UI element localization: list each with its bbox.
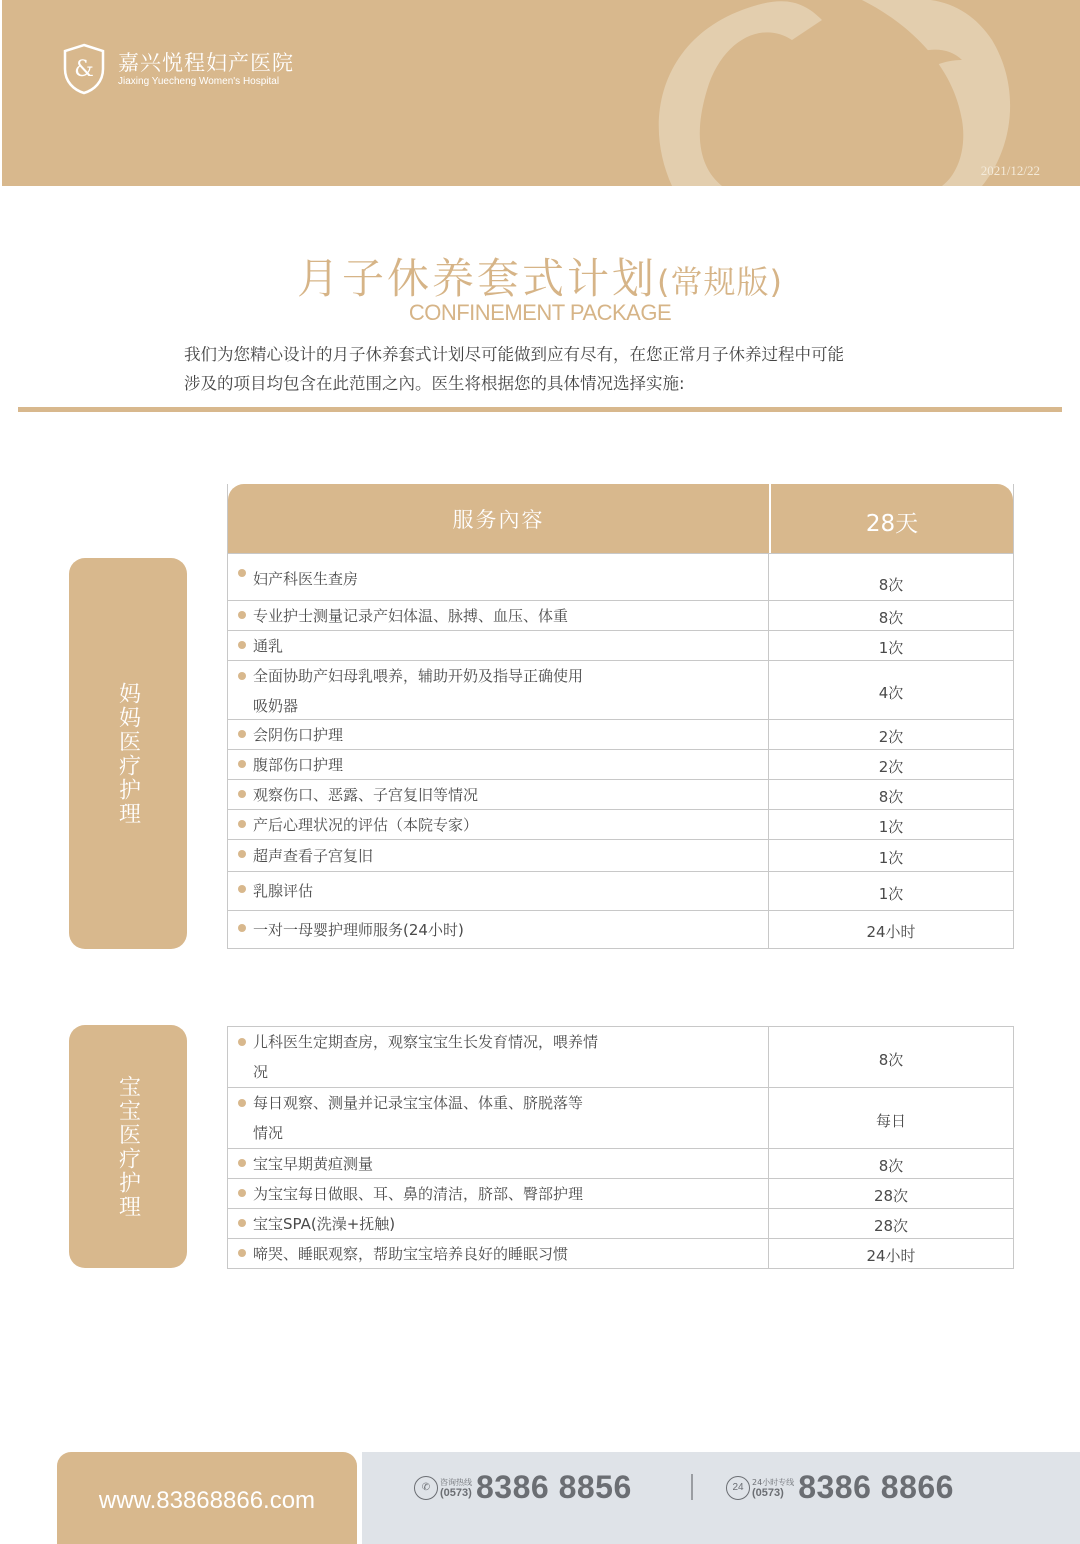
service-text: 产后心理状况的评估（本院专家） (253, 815, 479, 834)
table-row (228, 839, 1013, 871)
count-text: 1次 (878, 639, 904, 657)
count-text: 28次 (873, 1187, 909, 1205)
count-text: 每日 (875, 1111, 906, 1130)
bullet-icon (238, 730, 246, 738)
intro-text (184, 340, 924, 398)
table-row (228, 871, 1013, 910)
consult-hotline: ✆ 咨询热线 (0573) 8386 8856 (414, 1469, 632, 1506)
service-text: 观察伤口、恶露、子宫复旧等情况 (253, 785, 479, 804)
mother-care-label (69, 558, 187, 949)
table-row (228, 600, 1013, 630)
baby-care-label-text: 宝宝医疗护理 (115, 1074, 141, 1219)
bullet-icon (238, 1159, 246, 1167)
table-row (228, 749, 1013, 779)
count-text: 24小时 (866, 923, 916, 941)
intro-line-1: 我们为您精心设计的月子休养套式计划尽可能做到应有尽有，在您正常月子休养过程中可能 (184, 345, 844, 364)
table-row (228, 719, 1013, 749)
count-text: 28次 (873, 1217, 909, 1235)
count-text: 8次 (878, 575, 904, 594)
baby-care-table (227, 1026, 1014, 1269)
footer-url-box (57, 1452, 357, 1544)
table-row (228, 1238, 1013, 1268)
header-service: 服务內容 (228, 484, 771, 553)
bullet-icon (238, 850, 246, 858)
bullet-icon (238, 1219, 246, 1227)
title-en: CONFINEMENT PACKAGE (408, 300, 672, 325)
table-row (228, 809, 1013, 839)
phone-icon: ✆ (414, 1476, 438, 1500)
hospital-name-en: Jiaxing Yuecheng Women's Hospital (118, 75, 280, 87)
table-row (228, 553, 1013, 600)
service-text: 儿科医生定期查房，观察宝宝生长发育情况，喂养情况 (253, 1033, 599, 1081)
count-text: 8次 (878, 1157, 904, 1175)
bullet-icon (238, 790, 246, 798)
document-date: 2021/12/22 (980, 163, 1040, 178)
count-text: 1次 (878, 849, 904, 867)
bullet-icon (238, 1099, 246, 1107)
count-text: 2次 (878, 728, 904, 746)
table-row (228, 1027, 1013, 1087)
intro-line-2: 涉及的项目均包含在此范围之內。医生将根据您的具体情况选择实施: (184, 374, 685, 393)
service-text: 会阴伤口护理 (253, 725, 344, 744)
bullet-icon (238, 924, 246, 932)
svg-text:&: & (74, 57, 94, 82)
count-text: 1次 (878, 818, 904, 836)
table-row (228, 779, 1013, 809)
count-text: 1次 (878, 884, 904, 903)
service-text: 通乳 (253, 636, 284, 655)
bullet-icon (238, 760, 246, 768)
header-days: 28天 (865, 511, 919, 537)
service-text: 妇产科医生查房 (253, 570, 359, 588)
title-main: 月子休养套式计划 (297, 254, 658, 303)
table-row (228, 1178, 1013, 1208)
count-text: 8次 (878, 609, 904, 627)
section-divider (18, 407, 1062, 412)
24h-number[interactable]: 8386 8866 (798, 1469, 954, 1505)
bullet-icon (238, 1038, 246, 1046)
table-row (228, 1208, 1013, 1238)
24h-hotline: 24 24小时专线 (0573) 8386 8866 (726, 1469, 954, 1506)
service-text: 宝宝早期黄疸测量 (253, 1154, 374, 1173)
count-text: 8次 (878, 788, 904, 806)
bullet-icon (238, 1249, 246, 1257)
hotline-label: 咨询热线 (440, 1477, 472, 1487)
service-text: 每日观察、测量并记录宝宝体温、体重、脐脱落等情况 (253, 1094, 584, 1142)
service-text: 专业护士测量记录产妇体温、脉搏、血压、体重 (253, 606, 569, 625)
service-text: 为宝宝每日做眼、耳、鼻的清洁，脐部、臀部护理 (253, 1184, 584, 1203)
hotline-area-code: 0573 (443, 1486, 469, 1499)
bullet-icon (238, 672, 246, 680)
bullet-icon (238, 569, 246, 577)
table-row (228, 660, 1013, 719)
service-text: 超声查看子宫复旧 (253, 846, 374, 865)
count-text: 4次 (878, 683, 904, 702)
hospital-name-cn: 嘉兴悦程妇产医院 (118, 50, 294, 75)
bullet-icon (238, 611, 246, 619)
shield-logo-icon (62, 43, 106, 95)
title-sub: (常规版) (657, 263, 783, 301)
table-header (228, 484, 1013, 553)
page-title (0, 246, 1080, 306)
service-text: 全面协助产妇母乳喂养，辅助开奶及指导正确使用吸奶器 (253, 667, 584, 715)
count-text: 8次 (878, 1050, 904, 1069)
mother-care-label-text: 妈妈医疗护理 (115, 681, 141, 826)
table-row (228, 1087, 1013, 1148)
bullet-icon (238, 641, 246, 649)
24h-area-code: 0573 (755, 1486, 781, 1499)
bullet-icon (238, 1189, 246, 1197)
mother-care-table (227, 484, 1014, 949)
bullet-icon (238, 885, 246, 893)
hotline-number[interactable]: 8386 8856 (476, 1469, 632, 1505)
service-text: 宝宝SPA(洗澡+抚触) (253, 1214, 396, 1233)
footer-separator (691, 1474, 693, 1500)
service-text: 乳腺评估 (253, 882, 314, 900)
24h-label: 24小时专线 (752, 1477, 795, 1487)
count-text: 24小时 (866, 1247, 916, 1265)
table-row (228, 630, 1013, 660)
service-text: 啼哭、睡眠观察，帮助宝宝培养良好的睡眠习惯 (253, 1244, 569, 1263)
24h-phone-icon: 24 (726, 1476, 750, 1500)
service-text: 一对一母婴护理师服务(24小时) (253, 920, 464, 939)
baby-care-label (69, 1025, 187, 1268)
count-text: 2次 (878, 758, 904, 776)
table-row (228, 910, 1013, 948)
website-link[interactable]: www.83868866.com (98, 1487, 316, 1514)
table-row (228, 1148, 1013, 1178)
hospital-logo (62, 43, 294, 95)
header-banner (2, 0, 1080, 186)
service-text: 腹部伤口护理 (253, 755, 344, 774)
bullet-icon (238, 820, 246, 828)
